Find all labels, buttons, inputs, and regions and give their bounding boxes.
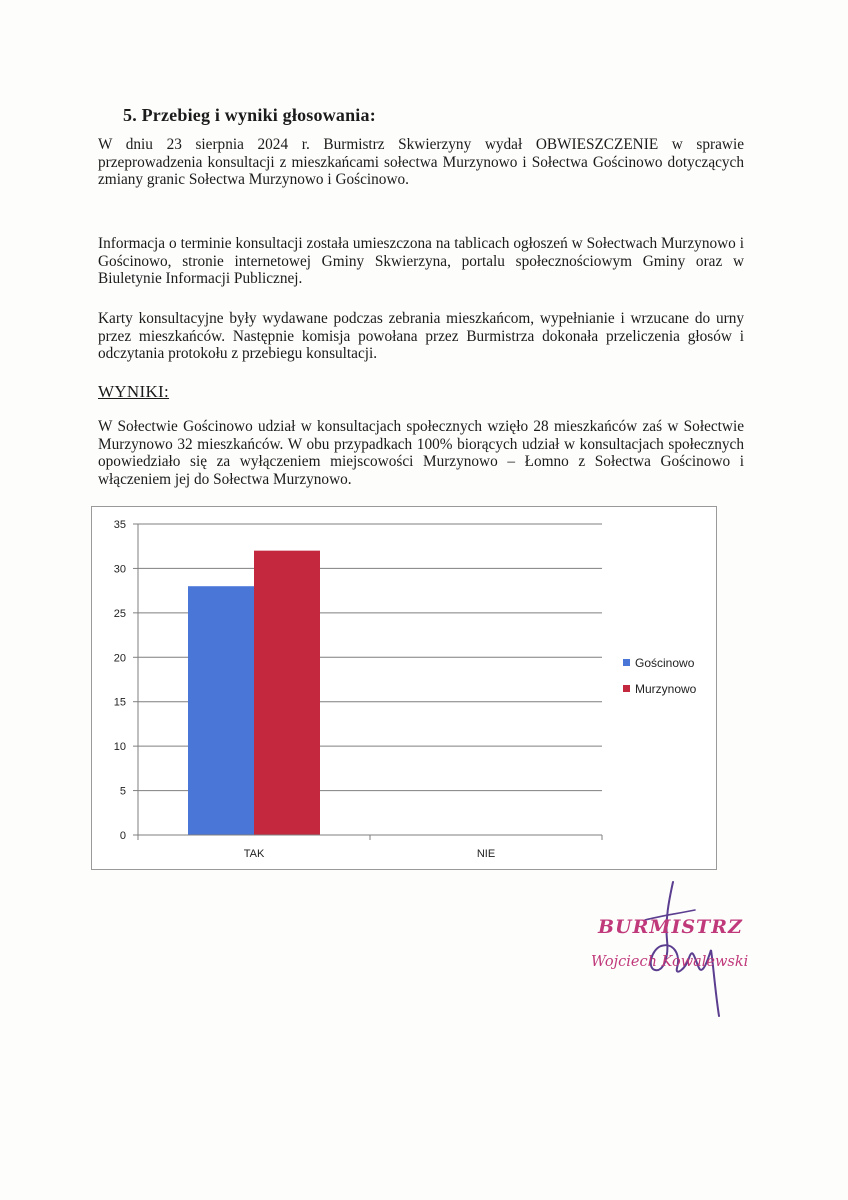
signature-stamp-name: Wojciech Kowalewski <box>591 954 749 970</box>
legend-swatch <box>623 659 630 666</box>
results-bar-chart <box>91 506 717 870</box>
x-tick-label: NIE <box>476 848 496 860</box>
y-tick-label: 0 <box>119 830 126 842</box>
y-tick-label: 5 <box>119 785 126 798</box>
paragraph-results: W Sołectwie Gościnowo udział w konsultacjach społecznych wzięło 28 mieszkańców zaś w Sołectwie Murzynowo 32 mieszkańców. W obu przypadkach 100% biorących udział w konsultacjach społecznych opowiedziało się za wyłączeniem miejscowości Murzynowo – Łomno z Sołectwa Gościnowo i włączeniem jej do Sołectwa Murzynowo. <box>98 418 744 488</box>
bar <box>188 586 254 835</box>
y-tick-label: 35 <box>113 519 126 531</box>
signature-stamp-title: BURMISTRZ <box>598 916 743 938</box>
y-tick-label: 30 <box>113 563 126 576</box>
y-tick-label: 20 <box>113 652 126 665</box>
handwritten-signature <box>585 880 755 1020</box>
section-heading: 5. Przebieg i wyniki głosowania: <box>123 105 376 125</box>
y-tick-label: 15 <box>113 696 126 709</box>
legend-label: Gościnowo <box>635 656 695 670</box>
x-tick-label: TAK <box>243 848 265 860</box>
paragraph-information: Informacja o terminie konsultacji została umieszczona na tablicach ogłoszeń w Sołectwach Murzynowo i Gościnowo, stronie internetowej Gminy Skwierzyna, portalu społecznościowym Gminy oraz w Biuletynie Informacji Publicznej. <box>98 235 744 288</box>
bar <box>254 551 320 835</box>
paragraph-consultation-cards: Karty konsultacyjne były wydawane podczas zebrania mieszkańcom, wypełnianie i wrzucane do urny przez mieszkańców. Następnie komisja powołana przez Burmistrza dokonała przeliczenia głosów i odczytania protokołu z przebiegu konsultacji. <box>98 310 744 363</box>
y-tick-label: 10 <box>113 741 126 754</box>
results-heading: WYNIKI: <box>98 382 170 401</box>
paragraph-announcement: W dniu 23 sierpnia 2024 r. Burmistrz Skwierzyny wydał OBWIESZCZENIE w sprawie przeprowadzenia konsultacji z mieszkańcami sołectwa Murzynowo i Sołectwa Gościnowo dotyczących zmiany granic Sołectwa Murzynowo i Gościnowo. <box>98 136 744 189</box>
y-tick-label: 25 <box>113 607 126 620</box>
chart-canvas <box>92 507 716 869</box>
legend-swatch <box>623 685 630 692</box>
legend-label: Murzynowo <box>635 682 697 696</box>
